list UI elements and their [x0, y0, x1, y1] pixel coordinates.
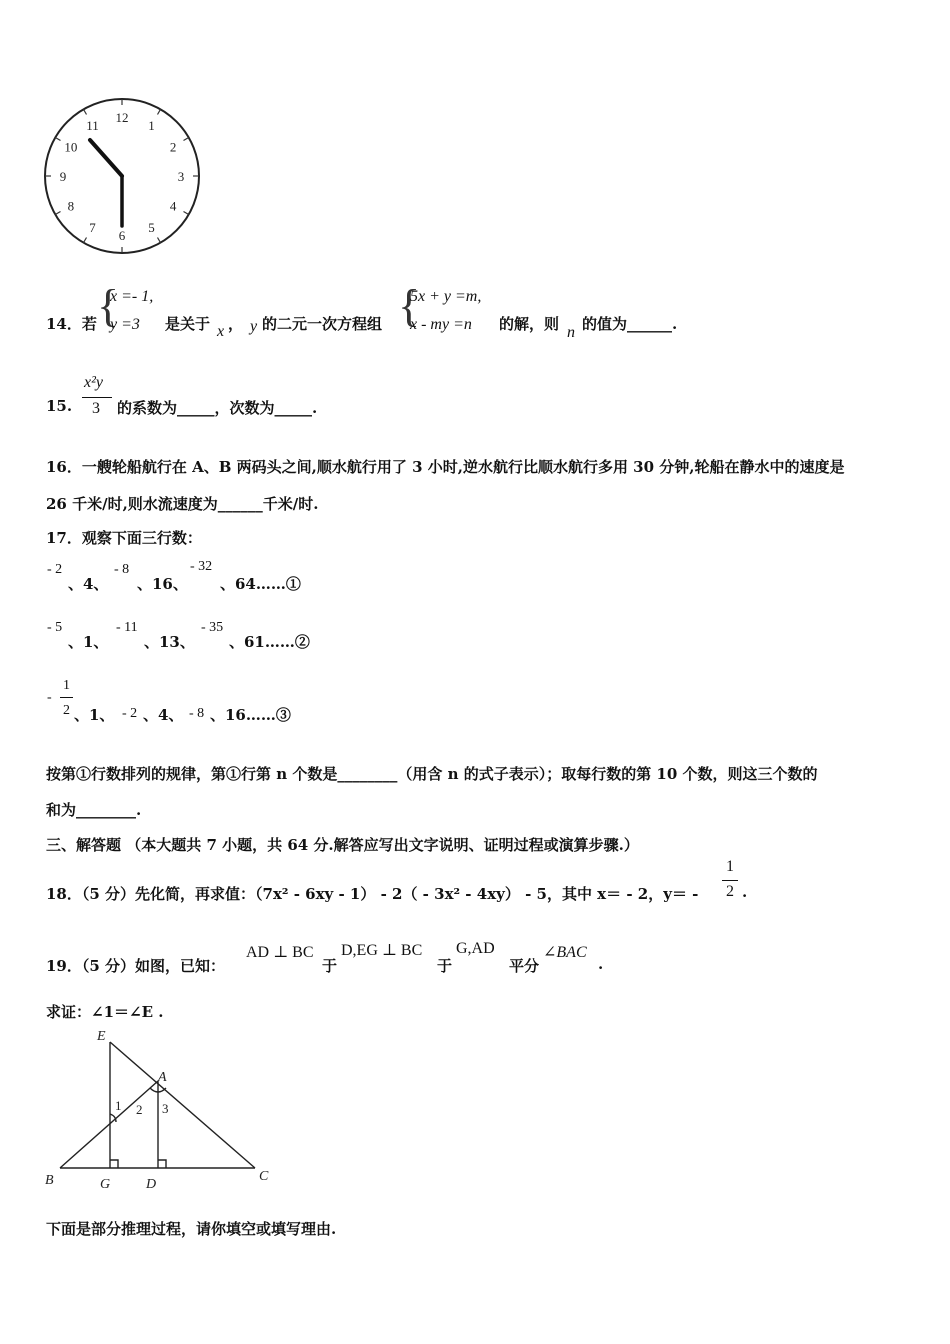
q15-text: 的系数为_____，次数为_____. [117, 399, 318, 417]
q18-fraction-numerator: 1 [726, 858, 734, 875]
clock-number-5: 5 [148, 220, 155, 236]
q17-row1-term-5: - 32 [190, 559, 213, 574]
clock-number-8: 8 [67, 198, 75, 214]
q19-condition-2: D,EG ⊥ BC [341, 942, 423, 959]
q14-equation-2: x - my =n [410, 316, 472, 333]
q17-row2-sep-1: 、1、 [68, 633, 109, 651]
clock-number-11: 11 [86, 117, 99, 133]
q16-line-2: 26 千米/时,则水流速度为______千米/时. [46, 495, 319, 513]
right-angle-G [110, 1160, 118, 1168]
label-angle-1: 1 [115, 1098, 122, 1113]
q14-text-2: 的二元一次方程组 [262, 315, 383, 333]
q16-line-1: 16．一艘轮船航行在 A、B 两码头之间,顺水航行用了 3 小时,逆水航行比顺水航行多用 30 分钟,轮船在静水中的速度是 [46, 458, 845, 476]
section-3-heading: 三、解答题 （本大题共 7 小题，共 64 分.解答应写出文字说明、证明过程或演算步骤.） [46, 836, 639, 854]
label-D: D [146, 1177, 157, 1192]
q19-footer: 下面是部分推理过程，请你填空或填写理由. [46, 1220, 337, 1238]
q17-row3-sep-1: 、1、 [74, 706, 115, 724]
q19-pingfen: 平分 [509, 957, 540, 975]
q17-row3-minus: - [47, 690, 52, 705]
clock-number-2: 2 [169, 139, 177, 155]
q18-fraction-denominator: 2 [726, 883, 734, 900]
q15-fraction-denominator: 3 [92, 400, 100, 417]
q18-text: 18．（5 分）先化简，再求值：（7x² - 6xy - 1） - 2（ - 3x² - 4xy） - 5，其中 x＝ - 2，y＝ - [46, 885, 699, 903]
clock-tick [84, 109, 87, 114]
clock-tick [183, 138, 188, 141]
clock-number-3: 3 [177, 169, 185, 184]
q14-brace-1: { [97, 280, 120, 331]
label-B: B [45, 1173, 54, 1188]
q17-row2-sep-2: 、13、 [144, 633, 195, 651]
q17-row2-term-3: - 11 [116, 620, 138, 635]
q17-title: 17．观察下面三行数： [46, 529, 202, 547]
q18-fraction-bar [722, 880, 738, 881]
q17-row2-term-5: - 35 [201, 620, 224, 635]
label-E: E [97, 1029, 106, 1044]
q19-condition-3: G,AD [456, 940, 495, 957]
q17-row3-sep-2: 、4、 [143, 706, 184, 724]
q17-row3-fraction-bar [60, 697, 73, 698]
q19-prefix: 19．（5 分）如图，已知： [46, 957, 226, 975]
q17-row3-term-5: - 8 [189, 706, 205, 721]
q18-end: . [742, 883, 748, 901]
q19-end: . [598, 955, 604, 973]
q14-text-1: 是关于 [165, 315, 211, 333]
q14-comma: ， [228, 315, 244, 333]
q19-prove: 求证：∠1＝∠E . [46, 1003, 164, 1021]
q17-row1-term-1: - 2 [47, 562, 63, 577]
label-angle-2: 2 [136, 1102, 143, 1117]
q14-equation-1: 5x + y =m, [410, 288, 482, 305]
clock-figure [40, 98, 206, 258]
line-BA [60, 1081, 158, 1168]
q15-fraction-bar [82, 397, 112, 398]
q17-row1-sep-1: 、4、 [68, 575, 109, 593]
q19-geometry-figure [40, 1024, 280, 1194]
clock-number-10: 10 [64, 139, 78, 155]
clock-number-4: 4 [169, 198, 177, 214]
q19-yu-1: 于 [322, 957, 338, 975]
label-angle-3: 3 [162, 1101, 169, 1116]
clock-number-12: 12 [115, 110, 129, 125]
angle-3-arc [158, 1088, 166, 1092]
clock-number-9: 9 [59, 169, 67, 184]
right-angle-D [158, 1160, 166, 1168]
clock-tick [183, 212, 188, 215]
q17-row3-fraction-numerator: 1 [63, 678, 70, 693]
q17-row2-sep-3: 、61……② [229, 633, 310, 651]
q14-text-3: 的解，则 [499, 315, 560, 333]
q15-number: 15. [46, 397, 73, 415]
clock-tick [84, 237, 87, 242]
q19-yu-2: 于 [437, 957, 453, 975]
q14-solution-x: x =- 1, [110, 288, 154, 305]
q14-text-4: 的值为______. [582, 315, 678, 333]
q14-var-y: y [250, 318, 258, 335]
q14-number: 14．若 [46, 315, 97, 333]
q14-var-x: x [217, 323, 225, 340]
clock-number-7: 7 [89, 220, 96, 236]
q19-angle: ∠BAC [543, 944, 587, 961]
q17-row3-sep-3: 、16……③ [210, 706, 291, 724]
q17-question-line-2: 和为________. [46, 801, 142, 819]
q17-row1-sep-3: 、64……① [220, 575, 301, 593]
clock-tick [55, 212, 60, 215]
clock-number-1: 1 [148, 117, 155, 133]
clock-tick [158, 109, 161, 114]
q15-fraction-numerator: x²y [84, 374, 103, 391]
clock-tick [158, 237, 161, 242]
q14-solution-y: y =3 [110, 316, 140, 333]
clock-tick [55, 138, 60, 141]
label-G: G [100, 1177, 111, 1192]
clock-number-6: 6 [118, 228, 126, 243]
angle-2-arc [150, 1088, 158, 1092]
q17-row1-term-3: - 8 [114, 562, 130, 577]
q14-brace-2: { [398, 280, 421, 331]
q17-row1-sep-2: 、16、 [137, 575, 188, 593]
q19-condition-1: AD ⊥ BC [246, 944, 314, 961]
clock-hour-hand [90, 140, 122, 176]
label-A: A [158, 1070, 167, 1085]
q14-var-n: n [567, 324, 575, 341]
q17-row2-term-1: - 5 [47, 620, 63, 635]
label-C: C [259, 1169, 269, 1184]
q17-question-line-1: 按第①行数排列的规律，第①行第 n 个数是________（用含 n 的式子表示）；取每行数的第 10 个数，则这三个数的 [46, 765, 818, 783]
q17-row3-fraction-denominator: 2 [63, 703, 70, 718]
q17-row3-term-3: - 2 [122, 706, 138, 721]
